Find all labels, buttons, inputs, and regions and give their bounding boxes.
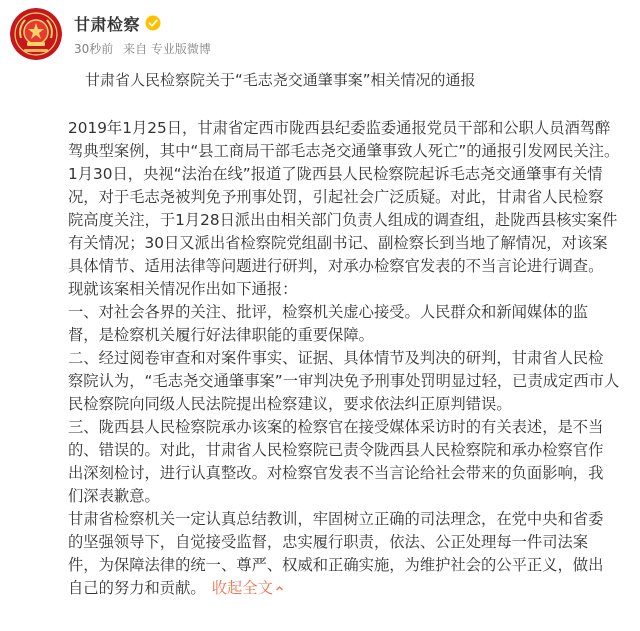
avatar[interactable] bbox=[10, 8, 62, 60]
account-name[interactable]: 甘肃检察 bbox=[74, 14, 141, 34]
content-line: 出深刻检讨，进行认真整改。对检察官发表不当言论给社会带来的负面影响，我 bbox=[68, 464, 604, 482]
post-title: 甘肃省人民检察院关于“毛志尧交通肇事案”相关情况的通报 bbox=[85, 71, 476, 89]
content-line: 的、错误的。对此，甘肃省人民检察院已责令陇西县人民检察院和承办检察官作 bbox=[68, 441, 604, 459]
content-line: 的坚强领导下，自觉接受监督，忠实履行职责，依法、公正处理每一件司法案 bbox=[68, 533, 589, 551]
content-last-text: 自己的努力和贡献。 bbox=[68, 579, 206, 597]
content-line: 有关情况；30日又派出省检察院党组副书记、副检察长到当地了解情况，对该案 bbox=[68, 234, 608, 252]
post-time[interactable]: 30秒前 bbox=[74, 42, 114, 56]
content-line: 民检察院向同级人民法院提出检察建议，要求依法纠正原判错误。 bbox=[68, 395, 512, 413]
content-line: 一、对社会各界的关注、批评，检察机关虚心接受。人民群众和新闻媒体的监 bbox=[68, 303, 589, 321]
content-line: 三、陇西县人民检察院承办该案的检察官在接受媒体采访时的有关表述，是不当 bbox=[68, 418, 604, 436]
content-line: 驾典型案例，其中“县工商局干部毛志尧交通肇事致人死亡”的通报引发网民关注。 bbox=[68, 142, 620, 160]
content-line-last bbox=[68, 577, 636, 600]
content-line: 现就该案相关情况作出如下通报： bbox=[68, 280, 298, 298]
content-line: 察院认为，“毛志尧交通肇事案”一审判决免予刑事处罚明显过轻，已责成定西市人 bbox=[68, 372, 620, 390]
verified-badge-icon bbox=[145, 15, 161, 31]
collapse-label: 收起全文 bbox=[211, 579, 273, 597]
content-line: 1月30日，央视“法治在线”报道了陇西县人民检察院起诉毛志尧交通肇事有关情 bbox=[68, 165, 603, 183]
content-line: 件，为保障法律的统一、尊严、权威和正确实施，为维护社会的公平正义，做出 bbox=[68, 556, 604, 574]
content-line: 2019年1月25日，甘肃省定西市陇西县纪委监委通报党员干部和公职人员酒驾醉 bbox=[68, 119, 611, 137]
account-name-row bbox=[74, 11, 161, 35]
content-line: 院高度关注，于1月28日派出由相关部门负责人组成的调查组，赴陇西县核实案件 bbox=[68, 211, 618, 229]
content-line: 督，是检察机关履行好法律职能的重要保障。 bbox=[68, 326, 374, 344]
post-meta bbox=[74, 40, 217, 57]
post-content bbox=[68, 117, 636, 600]
chevron-up-icon bbox=[273, 579, 284, 597]
content-line: 二、经过阅卷审查和对案件事实、证据、具体情节及判决的研判，甘肃省人民检 bbox=[68, 349, 604, 367]
collapse-button[interactable] bbox=[212, 579, 284, 597]
post-header bbox=[0, 0, 640, 68]
content-line: 们深表歉意。 bbox=[68, 487, 160, 505]
content-line: 况，对于毛志尧被判免予刑事处罚，引起社会广泛质疑。对此，甘肃省人民检察 bbox=[68, 188, 604, 206]
procuratorate-emblem-icon bbox=[10, 8, 62, 60]
content-line: 具体情节、适用法律等问题进行研判，对承办检察官发表的不当言论进行调查。 bbox=[68, 257, 604, 275]
content-line: 甘肃省检察机关一定认真总结教训，牢固树立正确的司法理念，在党中央和省委 bbox=[68, 510, 604, 528]
post-source[interactable]: 来自 专业版微博 bbox=[123, 42, 211, 56]
